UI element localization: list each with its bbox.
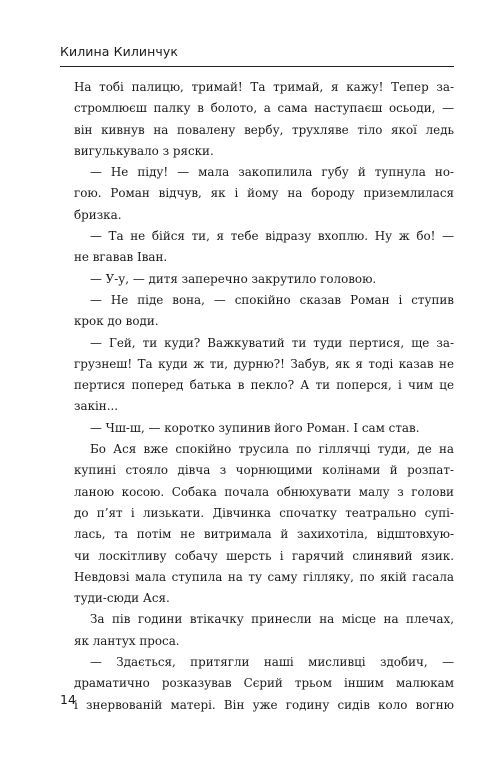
text-line: ланою косою. Собака почала обнюхувати малу з голови (74, 484, 454, 499)
text-line: За пів години втікачку принесли на місце на плечах, (90, 612, 454, 627)
text-line: бризка. (74, 207, 122, 222)
text-line: не вгавав Іван. (74, 250, 168, 265)
running-header-author: Килина Килинчук (60, 44, 179, 59)
text-line: купині стояло дівча з чорнющими колінами й розпат- (74, 463, 454, 478)
text-line: — Гей, ти куди? Важкуватий ти туди пертися, ще за- (90, 335, 454, 350)
text-line: як лантух проса. (74, 633, 180, 648)
text-line: і знервованій матері. Він уже годину сидів коло вогню (74, 697, 454, 712)
text-line: — У-у, — дитя заперечно закрутило головою. (90, 271, 377, 286)
page-number: 14 (60, 692, 76, 707)
text-line: пертися поперед батька в пекло? А ти поперся, і чим це (74, 378, 454, 393)
text-line: лась, та потім не витримала й захихотіла, відштовхую- (74, 527, 454, 542)
text-line: чи лоскітливу собачу шерсть і гарячий слинявий язик. (74, 548, 454, 563)
text-line: — Не піду! — мала закопилила губу й тупнула но- (90, 165, 454, 180)
text-line: Бо Ася вже спокійно трусила по гіллячці туди, де на (90, 442, 454, 457)
text-line: до п’ят і лизькати. Дівчинка спочатку театрально супі- (74, 505, 454, 520)
text-line: гою. Роман відчув, як і йому на бороду приземлилася (74, 186, 454, 201)
text-line: — Здається, притягли наші мисливці здобич, — (90, 655, 454, 670)
text-line: стромлюєш палку в болото, а сама наступаєш осьоди, — (74, 101, 454, 116)
text-line: крок до води. (74, 314, 159, 329)
text-line: закін... (74, 399, 119, 414)
text-line: туди-сюди Ася. (74, 591, 170, 606)
text-line: Невдовзі мала ступила на ту саму гілляку, по якій гасала (74, 569, 454, 584)
text-line: — Та не бійся ти, я тебе відразу вхоплю. Ну ж бо! — (90, 229, 454, 244)
text-line: вигулькувало з ряски. (74, 143, 214, 158)
text-line: — Чш-ш, — коротко зупинив його Роман. І сам став. (90, 420, 420, 435)
text-line: — Не піде вона, — спокійно сказав Роман і ступив (90, 292, 454, 307)
header-rule (60, 66, 454, 67)
text-line: грузнеш! Та куди ж ти, дурню?! Забув, як я тоді казав не (74, 356, 454, 371)
text-line: драматично розказував Сєрий трьом іншим малюкам (74, 676, 454, 691)
text-line: На тобі палицю, тримай! Та тримай, я кажу! Тепер за- (74, 80, 454, 94)
body-text (74, 77, 454, 716)
text-line: він кивнув на повалену вербу, трухляве тіло якої ледь (74, 122, 454, 137)
